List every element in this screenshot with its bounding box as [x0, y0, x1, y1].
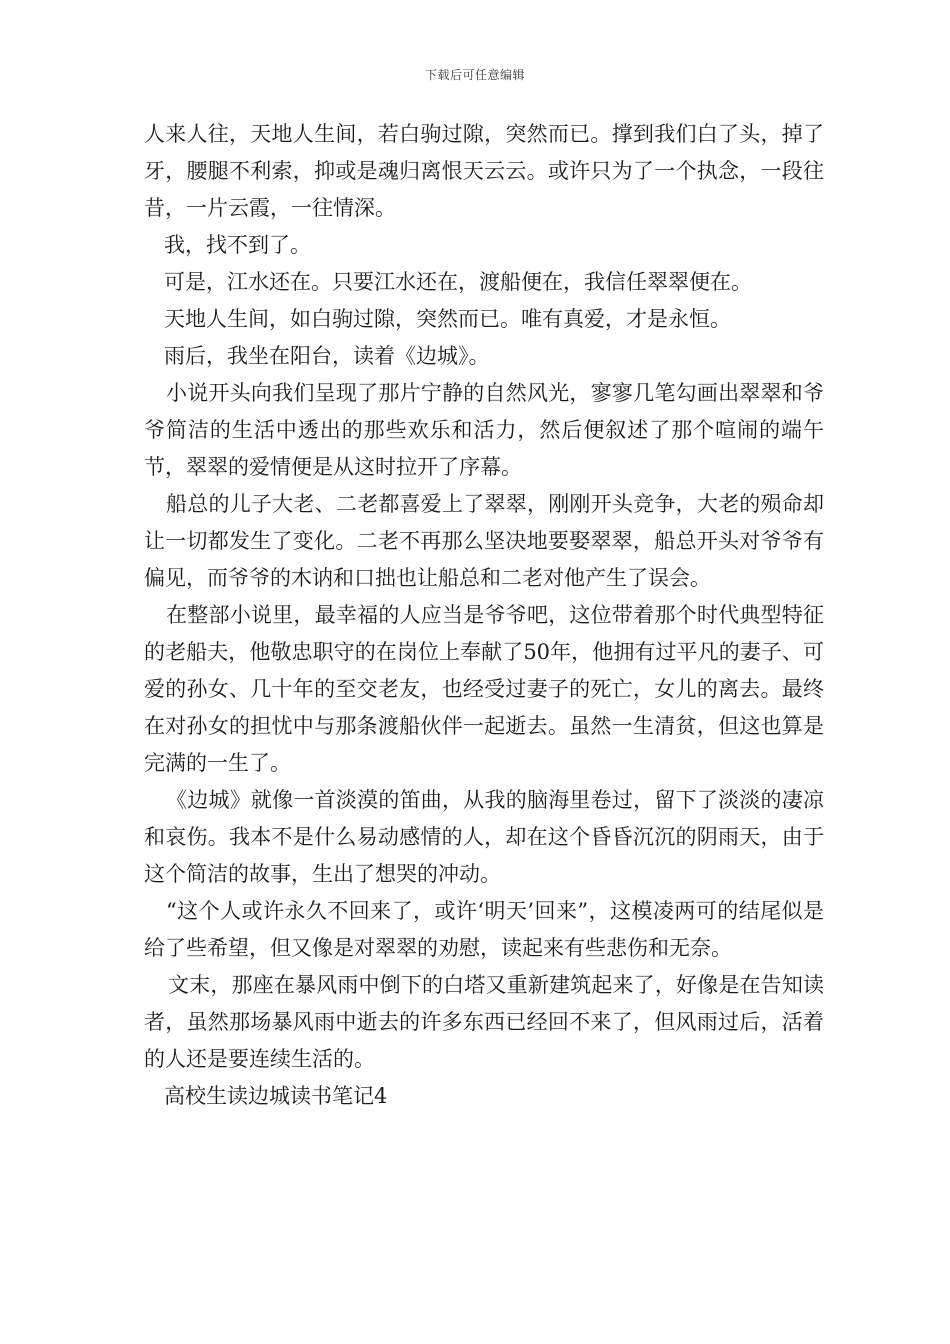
paragraph-1: 人来人往，天地人生间，若白驹过隙，突然而已。撑到我们白了头，掉了牙，腰腿不利索，抑或是魂归离恨天云云。或许只为了一个执念，一段往昔，一片云霞，一往情深。 [144, 122, 824, 220]
paragraph-7: 船总的儿子大老、二老都喜爱上了翠翠，刚刚开头竞争，大老的殒命却让一切都发生了变化。二老不再那么坚决地要娶翠翠，船总开头对爷爷有偏见，而爷爷的木讷和口拙也让船总和二老对他产生了误会。 [144, 492, 824, 590]
header-note: 下载后可任意编辑 [424, 68, 525, 82]
paragraph-6: 小说开头向我们呈现了那片宁静的自然风光，寥寥几笔勾画出翠翠和爷爷简洁的生活中透出的那些欢乐和活力，然后便叙述了那个喧闹的端午节，翠翠的爱情便是从这时拉开了序幕。 [144, 381, 824, 479]
paragraph-10: “这个人或许永久不回来了，或许‘明天’回来”，这模凌两可的结尾似是给了些希望，但又像是对翠翠的劝慰，读起来有些悲伤和无奈。 [144, 899, 824, 960]
paragraph-2: 我，找不到了。 [164, 233, 311, 257]
paragraph-4: 天地人生间，如白驹过隙，突然而已。唯有真爱，才是永恒。 [164, 307, 731, 331]
paragraph-11: 文末，那座在暴风雨中倒下的白塔又重新建筑起来了，好像是在告知读者，虽然那场暴风雨中逝去的许多东西已经回不来了，但风雨过后，活着的人还是要连续生活的。 [144, 973, 824, 1071]
body-text [144, 116, 824, 1115]
paragraph-8: 在整部小说里，最幸福的人应当是爷爷吧，这位带着那个时代典型特征的老船夫，他敬忠职守的在岗位上奉献了50年，他拥有过平凡的妻子、可爱的孙女、几十年的至交老友，也经受过妻子的死亡，女儿的离去。最终在对孙女的担忧中与那条渡船伙伴一起逝去。虽然一生清贫，但这也算是完满的一生了。 [144, 603, 824, 775]
paragraph-5: 雨后，我坐在阳台，读着《边城》。 [164, 344, 490, 368]
paragraph-9: 《边城》就像一首淡漠的笛曲，从我的脑海里卷过，留下了淡淡的凄凉和哀伤。我本不是什么易动感情的人，却在这个昏昏沉沉的阴雨天，由于这个简洁的故事，生出了想哭的冲动。 [144, 788, 824, 886]
section-heading: 高校生读边城读书笔记4 [164, 1084, 388, 1108]
paragraph-3: 可是，江水还在。只要江水还在，渡船便在，我信任翠翠便在。 [164, 270, 752, 294]
